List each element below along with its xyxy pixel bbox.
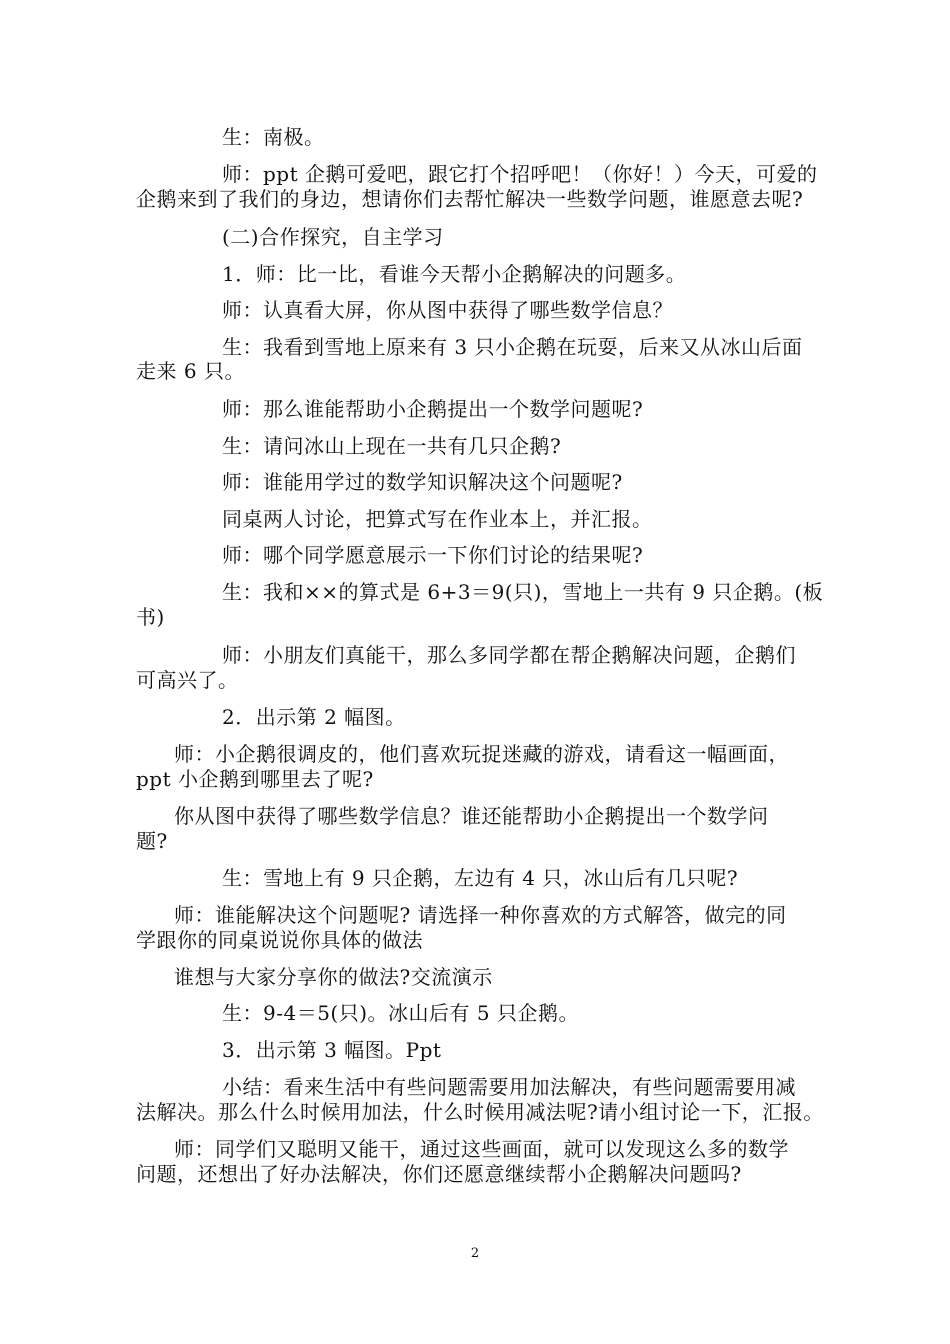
text-line: 1．师：比一比，看谁今天帮小企鹅解决的问题多。 — [222, 262, 687, 286]
text-line: 谁想与大家分享你的做法?交流演示 — [174, 965, 493, 989]
text-line: 3．出示第 3 幅图。Ppt — [222, 1038, 442, 1062]
text-line: 2．出示第 2 幅图。 — [222, 705, 406, 729]
text-line: 你从图中获得了哪些数学信息？谁还能帮助小企鹅提出一个数学问 — [174, 804, 769, 828]
text-line: 生：南极。 — [222, 125, 325, 149]
text-line: 小结：看来生活中有些问题需要用加法解决，有些问题需要用减 — [222, 1075, 796, 1099]
text-line: 法解决。那么什么时候用加法，什么时候用减法呢?请小组讨论一下，汇报。 — [136, 1100, 824, 1124]
text-line: 生：请问冰山上现在一共有几只企鹅? — [222, 434, 562, 458]
text-line: 问题，还想出了好办法解决，你们还愿意继续帮小企鹅解决问题吗? — [136, 1162, 742, 1186]
text-line: ppt 小企鹅到哪里去了呢? — [136, 767, 374, 791]
text-line: 师：小朋友们真能干，那么多同学都在帮企鹅解决问题，企鹅们 — [222, 643, 796, 667]
text-line: 师：哪个同学愿意展示一下你们讨论的结果呢? — [222, 543, 644, 567]
text-line: 生：9-4＝5(只)。冰山后有 5 只企鹅。 — [222, 1001, 579, 1025]
text-line: 可高兴了。 — [136, 668, 239, 692]
text-line: 走来 6 只。 — [136, 359, 245, 383]
text-line: 师：谁能用学过的数学知识解决这个问题呢? — [222, 470, 623, 494]
text-line: 师：那么谁能帮助小企鹅提出一个数学问题呢? — [222, 397, 644, 421]
text-line: (二)合作探究，自主学习 — [222, 225, 444, 249]
text-line: 师：认真看大屏，你从图中获得了哪些数学信息？ — [222, 298, 673, 322]
text-line: 师：谁能解决这个问题呢? 请选择一种你喜欢的方式解答，做完的同 — [174, 903, 787, 927]
text-line: 师：同学们又聪明又能干，通过这些画面，就可以发现这么多的数学 — [174, 1137, 789, 1161]
text-line: 师：ppt 企鹅可爱吧，跟它打个招呼吧！（你好！）今天，可爱的 — [222, 162, 818, 186]
text-line: 生：我和××的算式是 6+3＝9(只)，雪地上一共有 9 只企鹅。(板 — [222, 580, 824, 604]
text-line: 生：雪地上有 9 只企鹅，左边有 4 只，冰山后有几只呢? — [222, 866, 739, 890]
text-line: 企鹅来到了我们的身边，想请你们去帮忙解决一些数学问题，谁愿意去呢? — [136, 187, 804, 211]
text-line: 题? — [136, 829, 168, 853]
text-line: 生：我看到雪地上原来有 3 只小企鹅在玩耍，后来又从冰山后面 — [222, 335, 803, 359]
text-line: 书) — [136, 605, 165, 629]
text-line: 师：小企鹅很调皮的，他们喜欢玩捉迷藏的游戏，请看这一幅画面， — [174, 742, 789, 766]
text-line: 学跟你的同桌说说你具体的做法 — [136, 928, 423, 952]
text-line: 同桌两人讨论，把算式写在作业本上，并汇报。 — [222, 507, 653, 531]
page-number: 2 — [470, 1246, 480, 1261]
